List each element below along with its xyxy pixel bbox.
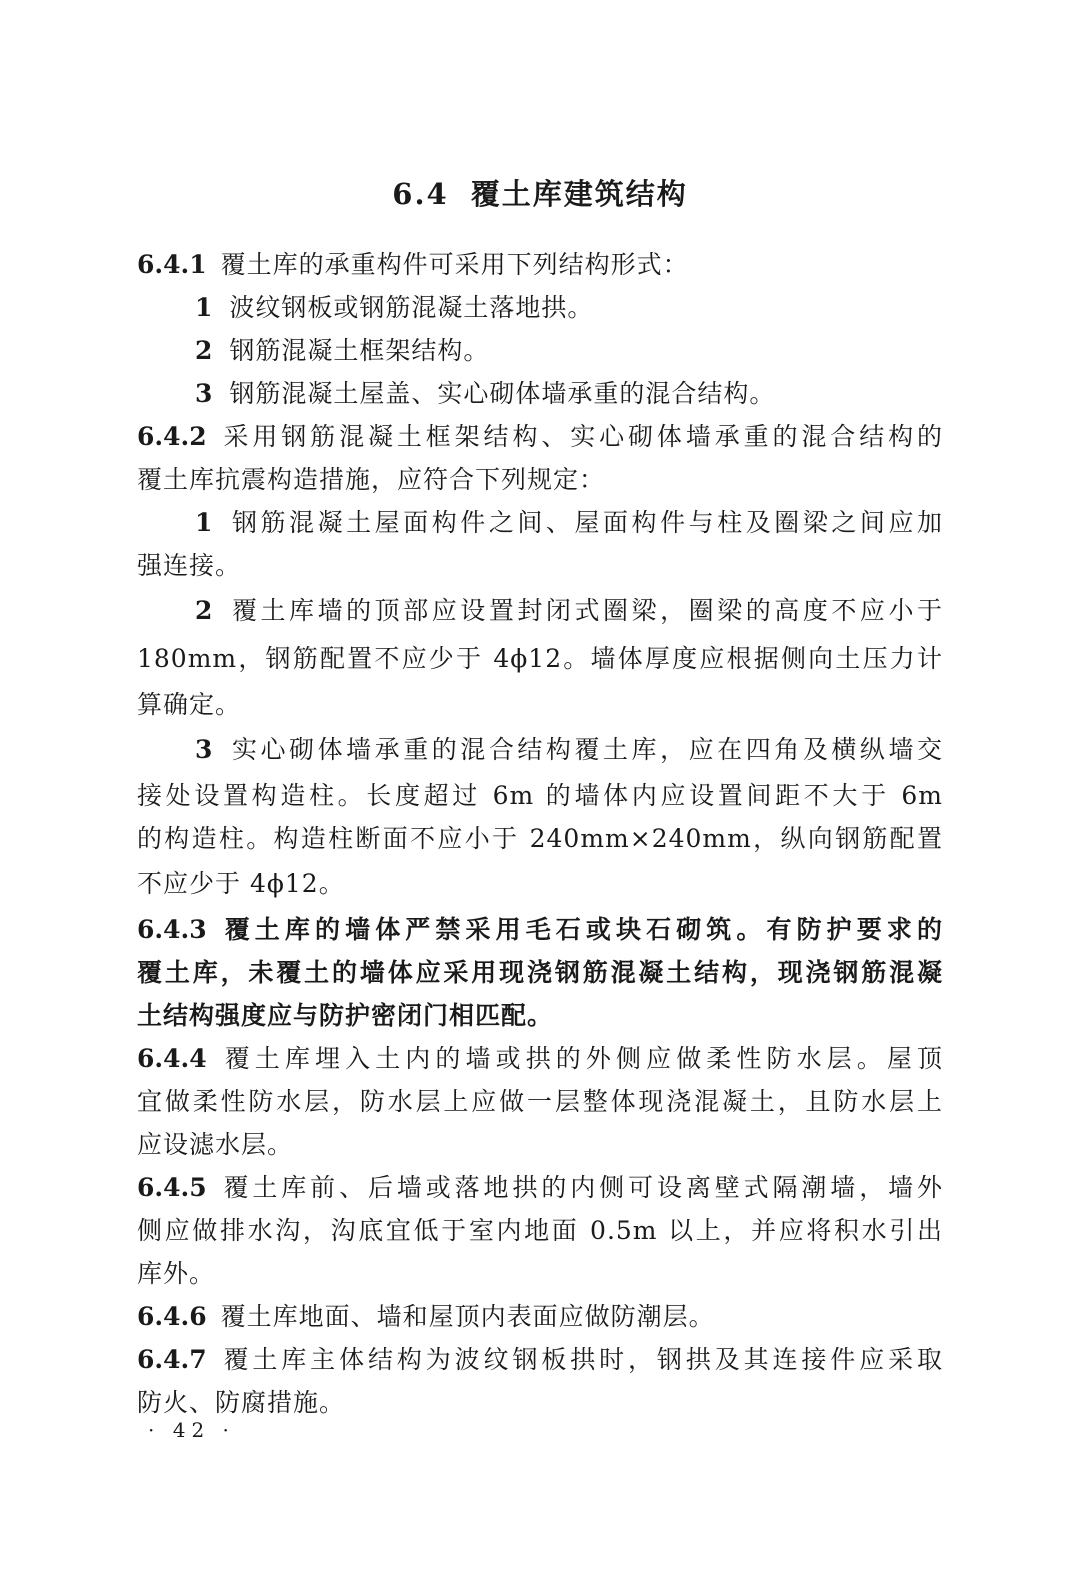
list-item bbox=[137, 587, 943, 635]
clause-number: 6.4.6 bbox=[137, 1302, 207, 1331]
clause-6-4-4 bbox=[137, 1037, 943, 1080]
item-number: 1 bbox=[195, 293, 214, 322]
clause-6-4-7 bbox=[137, 1338, 943, 1381]
text-line: 180mm，钢筋配置不应少于 4ϕ12。墙体厚度应根据侧向土压力计 bbox=[137, 644, 943, 673]
text-line: 的构造柱。构造柱断面不应小于 240mm×240mm，纵向钢筋配置 bbox=[137, 824, 943, 853]
clause-text: 覆土库主体结构为波纹钢板拱时，钢拱及其连接件应采取 bbox=[220, 1345, 943, 1374]
section-heading: 覆土库建筑结构 bbox=[470, 177, 688, 211]
clause-6-4-6 bbox=[137, 1295, 943, 1338]
clause-6-4-1 bbox=[137, 243, 943, 286]
text-line: 覆土库抗震构造措施，应符合下列规定： bbox=[137, 465, 606, 494]
text-line: 强连接。 bbox=[137, 551, 242, 580]
clause-number: 6.4.7 bbox=[137, 1345, 207, 1374]
text-line: 侧应做排水沟，沟底宜低于室内地面 0.5m 以上，并应将积水引出 bbox=[137, 1216, 943, 1245]
clause-number: 6.4.2 bbox=[137, 422, 207, 451]
text-line: 不应少于 4ϕ12。 bbox=[137, 869, 345, 898]
clause-text: 覆土库的承重构件可采用下列结构形式： bbox=[220, 250, 689, 279]
clause-text: 覆土库埋入土内的墙或拱的外侧应做柔性防水层。屋顶 bbox=[220, 1044, 943, 1073]
list-item bbox=[137, 286, 943, 329]
item-text: 覆土库墙的顶部应设置封闭式圈梁，圈梁的高度不应小于 bbox=[229, 596, 943, 625]
list-item bbox=[137, 726, 943, 774]
clause-text: 覆土库的墙体严禁采用毛石或块石砌筑。有防护要求的 bbox=[220, 915, 943, 944]
text-line: 算确定。 bbox=[137, 690, 242, 719]
text-line: 覆土库，未覆土的墙体应采用现浇钢筋混凝土结构，现浇钢筋混凝 bbox=[137, 958, 943, 987]
clause-text: 采用钢筋混凝土框架结构、实心砌体墙承重的混合结构的 bbox=[220, 422, 943, 451]
item-text: 钢筋混凝土屋面构件之间、屋面构件与柱及圈梁之间应加 bbox=[229, 508, 943, 537]
item-number: 2 bbox=[195, 596, 214, 625]
item-number: 2 bbox=[195, 336, 214, 365]
text-line: 库外。 bbox=[137, 1259, 216, 1288]
clause-number: 6.4.3 bbox=[137, 915, 207, 944]
clause-6-4-5 bbox=[137, 1166, 943, 1209]
clause-number: 6.4.1 bbox=[137, 250, 207, 279]
item-number: 3 bbox=[195, 379, 214, 408]
item-text: 实心砌体墙承重的混合结构覆土库，应在四角及横纵墙交 bbox=[229, 735, 943, 764]
clause-text: 覆土库前、后墙或落地拱的内侧可设离壁式隔潮墙，墙外 bbox=[220, 1173, 943, 1202]
text-line: 宜做柔性防水层，防水层上应做一层整体现浇混凝土，且防水层上 bbox=[137, 1087, 943, 1116]
text-line: 应设滤水层。 bbox=[137, 1130, 294, 1159]
text-line: 防火、防腐措施。 bbox=[137, 1388, 346, 1417]
section-title bbox=[137, 172, 943, 213]
clause-number: 6.4.5 bbox=[137, 1173, 207, 1202]
clauses bbox=[137, 243, 943, 1424]
list-item bbox=[137, 372, 943, 415]
item-number: 3 bbox=[195, 735, 214, 764]
text-line: 接处设置构造柱。长度超过 6m 的墙体内应设置间距不大于 6m bbox=[137, 781, 943, 810]
clause-6-4-3 bbox=[137, 908, 943, 951]
clause-6-4-2 bbox=[137, 415, 943, 458]
section-number: 6.4 bbox=[392, 177, 449, 211]
page-number: · 42 · bbox=[148, 1418, 235, 1442]
list-item bbox=[137, 329, 943, 372]
clause-text: 覆土库地面、墙和屋顶内表面应做防潮层。 bbox=[220, 1302, 715, 1331]
list-item bbox=[137, 501, 943, 544]
clause-number: 6.4.4 bbox=[137, 1044, 207, 1073]
item-number: 1 bbox=[195, 508, 214, 537]
item-text: 钢筋混凝土屋盖、实心砌体墙承重的混合结构。 bbox=[229, 379, 776, 408]
item-text: 钢筋混凝土框架结构。 bbox=[229, 336, 490, 365]
text-line: 土结构强度应与防护密闭门相匹配。 bbox=[137, 1001, 554, 1030]
item-text: 波纹钢板或钢筋混凝土落地拱。 bbox=[229, 293, 594, 322]
